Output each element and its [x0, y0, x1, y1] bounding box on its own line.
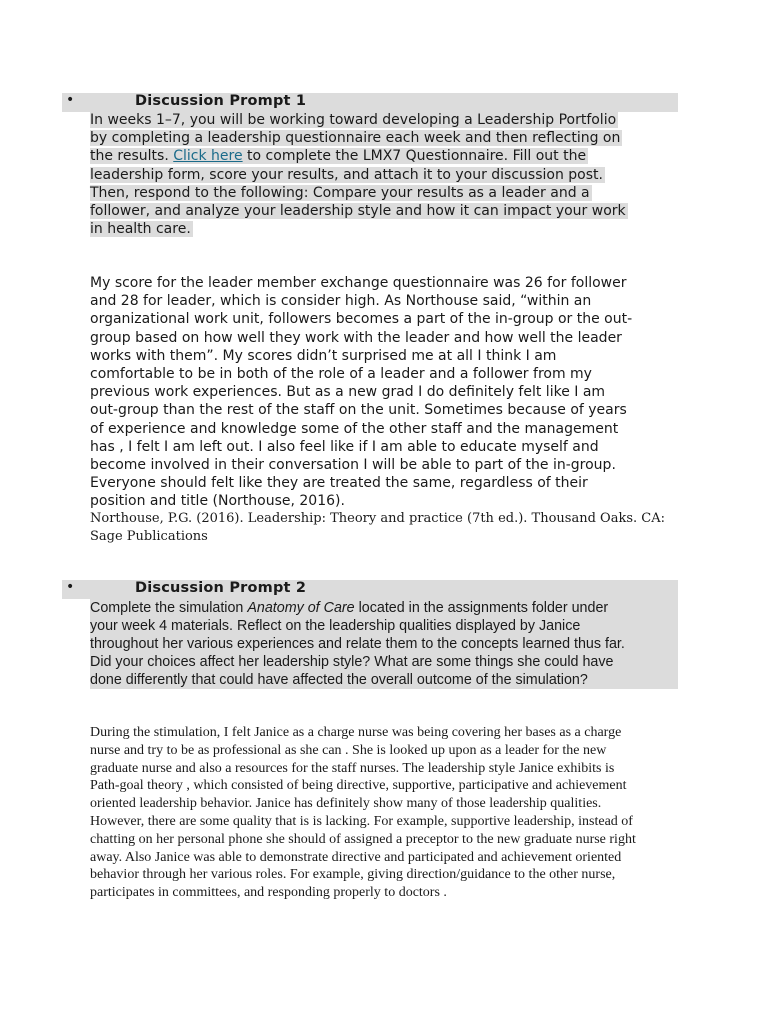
answer-1-line: of experience and knowledge some of the other staff and the management — [90, 420, 619, 437]
prompt-2-title: Discussion Prompt 2 — [135, 580, 307, 596]
prompt-2-heading — [62, 580, 678, 599]
answer-2-line: However, there are some quality that is is lacking. For example, supportive leadership, instead of — [90, 813, 633, 829]
prompt-2-line: Did your choices affect her leadership style? What are some things she could have — [90, 654, 614, 670]
answer-1-line: previous work experiences. But as a new grad I do definitely felt like I am — [90, 384, 606, 401]
answer-1-line: Everyone should felt like they are treated the same, regardless of their — [90, 475, 588, 492]
answer-2-line: participates in committees, and responding properly to doctors . — [90, 885, 447, 901]
answer-2-line: nurse and try to be as professional as she can . She is looked up upon as a leader for the new — [90, 742, 607, 758]
answer-1-body — [90, 274, 680, 511]
reference — [90, 510, 680, 546]
prompt-2-body — [90, 599, 680, 689]
answer-2-line: graduate nurse and also a resources for the staff nurses. The leadership style Janice exhibits is — [90, 760, 615, 776]
prompt-1-line: In weeks 1–7, you will be working toward developing a Leadership Portfolio — [90, 112, 617, 128]
answer-2-line: Path-goal theory , which consisted of being directive, supportive, participative and achievement — [90, 778, 627, 794]
answer-2-line: During the stimulation, I felt Janice as a charge nurse was being covering her bases as a charge — [90, 725, 622, 740]
answer-1-line: and 28 for leader, which is consider high. As Northouse said, “within an — [90, 293, 592, 310]
prompt-2-line: your week 4 materials. Reflect on the leadership qualities displayed by Janice — [90, 618, 581, 634]
answer-2-line: oriented leadership behavior. Janice has definitely show many of those leadership qualities. — [90, 796, 602, 812]
prompt-1-line: follower, and analyze your leadership style and how it can impact your work — [90, 203, 626, 220]
bullet-icon: • — [66, 579, 75, 595]
answer-1-line: organizational work unit, followers becomes a part of the in-group or the out- — [90, 311, 633, 328]
prompt-1-line: to complete the LMX7 Questionnaire. Fill out the — [247, 148, 587, 165]
prompt-1-body — [90, 111, 680, 238]
answer-2-body — [90, 724, 680, 902]
answer-2-line: behavior through her various roles. For example, giving direction/guidance to the other nurse, — [90, 867, 616, 883]
answer-2-line: away. Also Janice was able to demonstrate directive and participated and achievement oriented — [90, 849, 622, 865]
answer-1-line: works with them”. My scores didn’t surprised me at all I think I am — [90, 347, 557, 364]
click-here-link[interactable]: Click here — [173, 148, 243, 165]
answer-1-line: position and title (Northouse, 2016). — [90, 493, 345, 510]
answer-1-line: become involved in their conversation I will be able to part of the in-group. — [90, 457, 616, 474]
prompt-2-line-suffix: located in the assignments folder under — [354, 600, 609, 616]
bullet-icon: • — [66, 92, 75, 108]
prompt-1-line-prefix: the results. — [90, 148, 174, 165]
answer-2-line: chatting on her personal phone she should of assigned a preceptor to the new graduate nurse right — [90, 831, 636, 847]
simulation-title: Anatomy of Care — [247, 600, 355, 616]
answer-1-line: My score for the leader member exchange questionnaire was 26 for follower — [90, 275, 627, 291]
answer-1-line: group based on how well they work with the leader and how well the leader — [90, 329, 622, 346]
reference-line: Sage Publications — [90, 529, 208, 544]
answer-1-line: comfortable to be in both of the role of a leader and a follower from my — [90, 366, 592, 383]
prompt-2-line: done differently that could have affected the overall outcome of the simulation? — [90, 672, 588, 688]
prompt-1-line: in health care. — [90, 221, 191, 238]
prompt-1-title: Discussion Prompt 1 — [135, 93, 307, 109]
answer-1-line: out-group than the rest of the staff on the unit. Sometimes because of years — [90, 402, 627, 419]
prompt-1-heading — [62, 93, 678, 112]
reference-line: Northouse, P.G. (2016). Leadership: Theory and practice (7th ed.). Thousand Oaks. CA: — [90, 511, 665, 526]
prompt-2-line: throughout her various experiences and relate them to the concepts learned thus far. — [90, 636, 625, 652]
prompt-1-line: Then, respond to the following: Compare your results as a leader and a — [90, 184, 590, 201]
prompt-1-line: by completing a leadership questionnaire each week and then reflecting on — [90, 130, 621, 147]
prompt-2-line-prefix: Complete the simulation — [90, 600, 248, 616]
answer-1-line: has , I felt I am left out. I also feel like if I am able to educate myself and — [90, 438, 599, 455]
prompt-1-line: leadership form, score your results, and attach it to your discussion post. — [90, 166, 603, 183]
